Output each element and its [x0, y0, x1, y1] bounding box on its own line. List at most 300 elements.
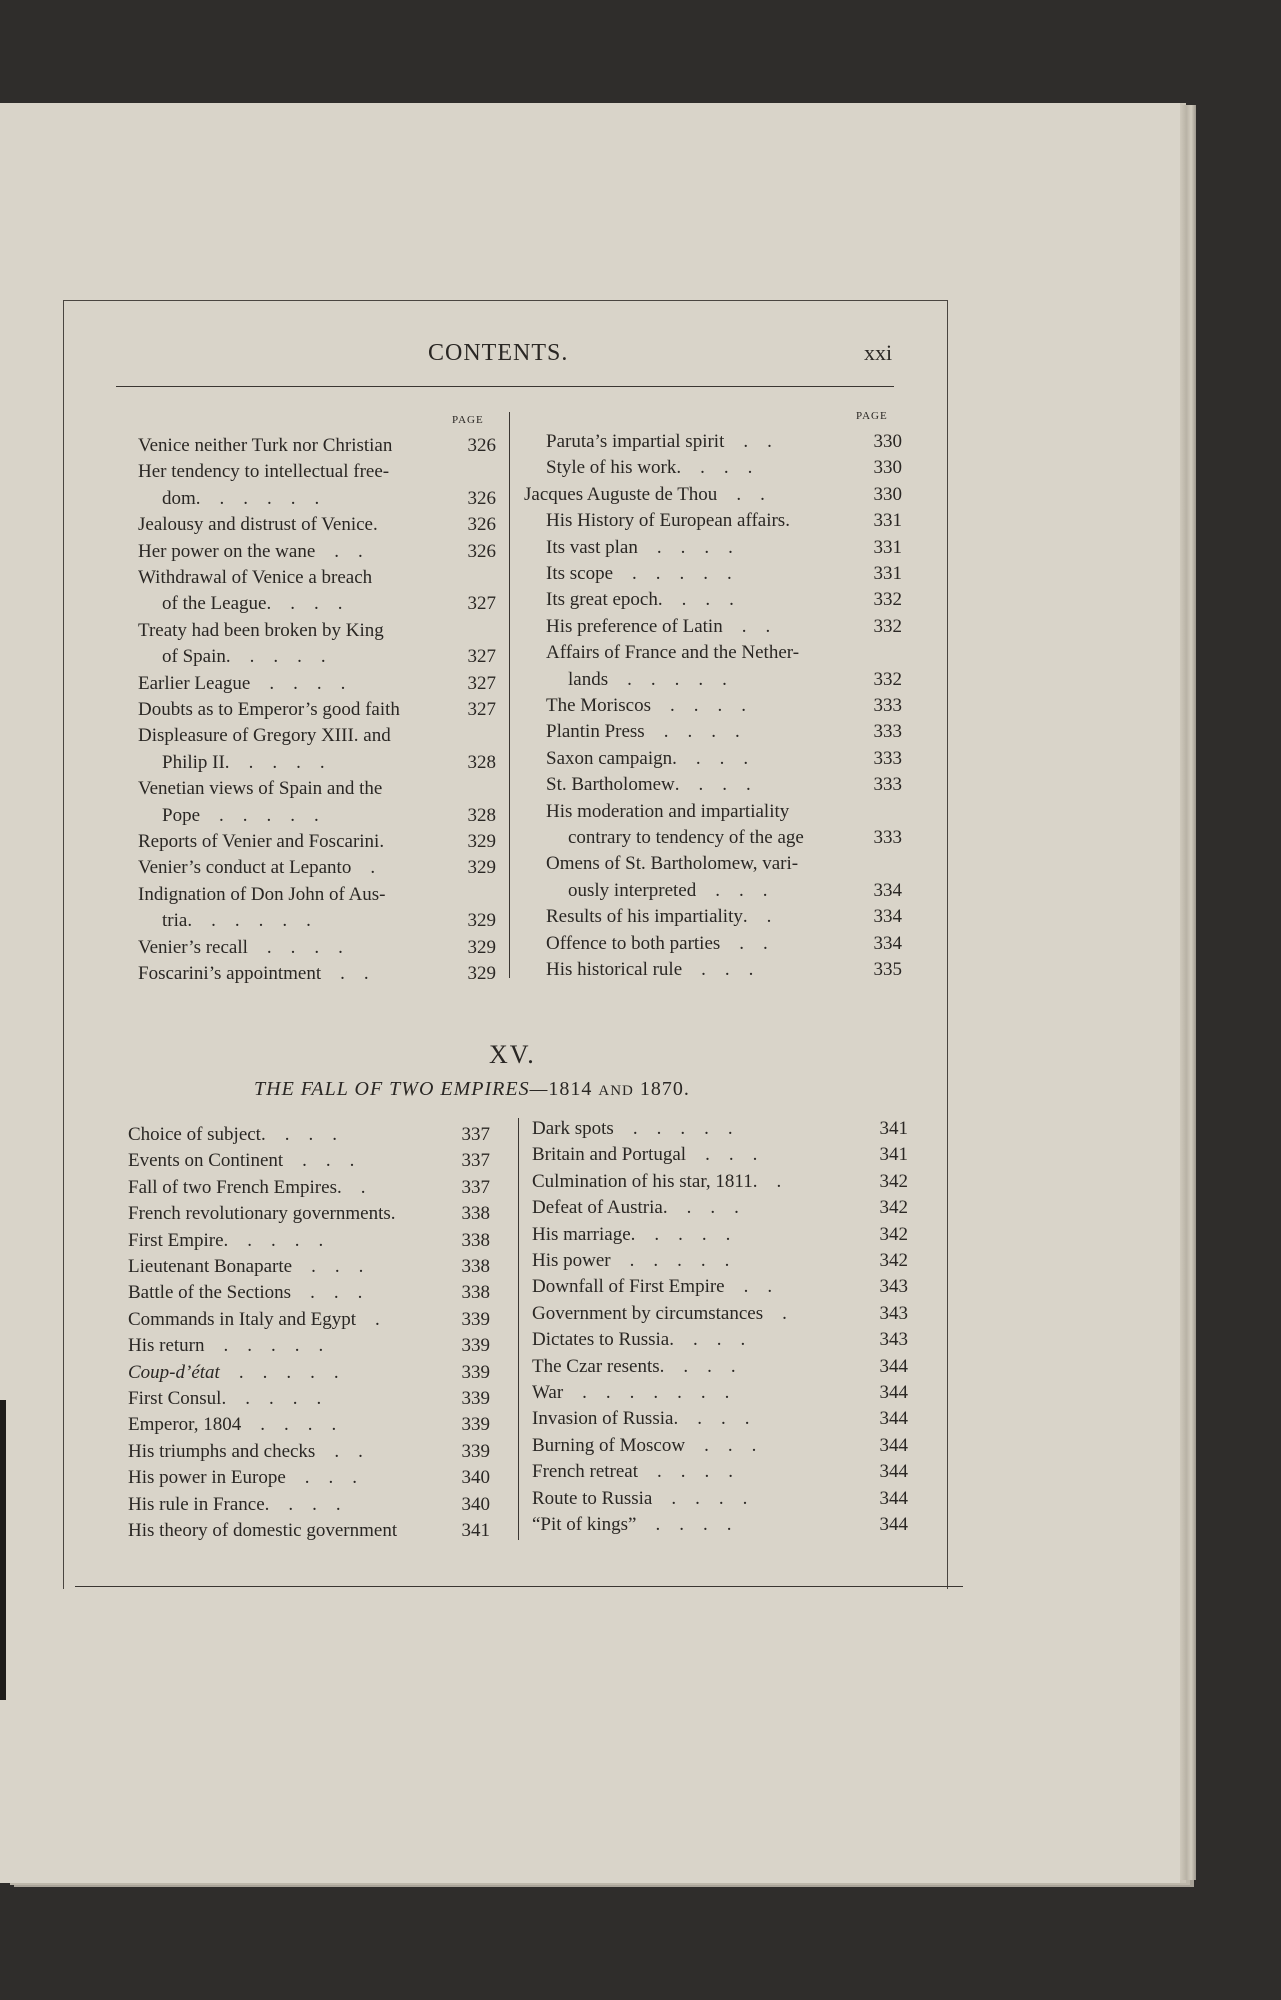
toc-entry [546, 905, 902, 929]
toc-entry-title: Battle of the Sections [128, 1282, 292, 1304]
toc-entry-leader: . . . . . . [187, 910, 311, 932]
toc-entry-leader: . . . . . [610, 1250, 730, 1271]
toc-entry [162, 751, 496, 775]
toc-entry-page: 328 [467, 804, 496, 826]
toc-entry-title: Britain and Portugal [532, 1144, 687, 1166]
toc-entry-page: 340 [461, 1493, 490, 1515]
toc-entry-page: 326 [467, 514, 496, 536]
toc-entry-title: His marriage [532, 1223, 631, 1245]
toc-entry-leader: . . . . . [613, 1118, 733, 1139]
toc-entry-leader: . . . . [644, 721, 740, 743]
section-title [254, 1078, 690, 1101]
toc-entry [128, 1440, 490, 1464]
toc-entry-page: 327 [467, 646, 496, 668]
toc-entry [532, 1487, 908, 1511]
toc-entry-title: contrary to tendency of the age [568, 827, 804, 848]
toc-entry-page: 344 [879, 1514, 908, 1535]
toc-entry [128, 1176, 490, 1200]
toc-entry-page: 340 [461, 1467, 490, 1489]
toc-entry-title: Treaty had been broken by King [138, 619, 384, 641]
toc-entry-title: Venetian views of Spain and the [138, 778, 383, 800]
toc-entry-title: Indignation of Don John of Aus- [138, 883, 386, 905]
toc-entry-leader: . . [722, 615, 771, 637]
toc-entry-leader: . . . . [662, 1197, 739, 1219]
toc-entry-leader: . . . . [672, 747, 749, 769]
toc-entry-title: Paruta’s impartial spirit [546, 431, 725, 452]
toc-entry-title: Emperor, 1804 [128, 1414, 242, 1436]
toc-entry-leader: . . . . [669, 1329, 746, 1351]
toc-entry-leader: . . . . . [225, 646, 326, 668]
toc-entry-page: 326 [467, 487, 496, 509]
toc-entry-leader: . . . [285, 1467, 358, 1489]
toc-entry-title: Venice neither Turk nor Christian [138, 435, 393, 456]
toc-entry [138, 962, 496, 986]
toc-entry-leader: . . . . [250, 672, 346, 694]
toc-entry-title: of Spain [162, 646, 226, 668]
toc-entry-title: Coup-d’état [128, 1361, 220, 1383]
toc-entry-leader: . . . . [229, 751, 325, 773]
toc-entry [532, 1275, 908, 1299]
toc-entry-leader: . . [742, 906, 772, 928]
toc-entry [532, 1355, 908, 1379]
toc-entry-leader [799, 641, 902, 665]
section-title-text: THE FALL OF TWO EMPIRES— [254, 1078, 549, 1100]
toc-entry [138, 698, 496, 722]
toc-entry-title: Offence to both parties [546, 932, 721, 954]
toc-entry [546, 747, 902, 771]
toc-entry-title: The Moriscos [546, 695, 652, 716]
toc-entry-leader [392, 434, 467, 458]
toc-entry-title: His moderation and impartiality [546, 800, 790, 822]
toc-entry-page: 330 [873, 431, 902, 452]
toc-entry-leader [391, 724, 496, 748]
toc-entry-page: 338 [461, 1256, 490, 1277]
frame-bottom-rule [75, 1586, 963, 1587]
toc-entry [546, 536, 902, 560]
toc-entry-title: Reports of Venier and Foscarini [138, 831, 380, 852]
toc-entry-leader: . . . . [264, 1493, 341, 1515]
toc-entry-leader [397, 1519, 461, 1543]
toc-entry-leader: . . . . [266, 593, 343, 615]
toc-entry-title: Its vast plan [546, 536, 638, 558]
toc-entry-leader: . . . [685, 1434, 757, 1456]
page-label-left: PAGE [452, 414, 484, 426]
page-label-right: PAGE [856, 410, 888, 422]
toc-entry-leader [389, 460, 496, 484]
toc-entry-leader: . . . . [676, 457, 753, 479]
toc-entry-page: 343 [879, 1329, 908, 1351]
toc-entry [128, 1123, 490, 1147]
toc-entry [128, 1361, 490, 1385]
toc-entry-leader: . . . [682, 959, 754, 980]
toc-entry-title: First Consul [128, 1388, 222, 1409]
toc-entry [138, 566, 496, 590]
toc-entry-title: Choice of subject [128, 1124, 261, 1145]
toc-entry-page: 327 [467, 593, 496, 615]
toc-entry [128, 1334, 490, 1358]
toc-entry [138, 856, 496, 880]
toc-entry [128, 1308, 490, 1332]
toc-entry-title: His rule in France [128, 1493, 265, 1515]
toc-entry-leader: . . [720, 932, 768, 954]
toc-entry-title: Philip II. [162, 751, 230, 773]
toc-entry-leader [798, 852, 902, 876]
toc-entry-leader: . . . . [652, 1487, 748, 1509]
toc-entry-leader: . . . . [636, 1514, 732, 1535]
toc-entry-leader: . [373, 514, 378, 536]
toc-entry [546, 800, 902, 824]
toc-entry [546, 509, 902, 533]
toc-entry [162, 645, 496, 669]
toc-entry-title: Fall of two French Empires [128, 1176, 337, 1198]
toc-entry-leader: . . [315, 540, 363, 562]
toc-entry-leader: . . . . . [608, 668, 727, 690]
toc-entry [128, 1281, 490, 1305]
page-edges [1180, 105, 1196, 1880]
toc-entry [532, 1434, 908, 1458]
toc-entry-page: 327 [467, 699, 496, 720]
toc-entry-page: 339 [461, 1335, 490, 1357]
toc-entry [568, 826, 902, 850]
toc-entry-leader: . . [724, 1276, 773, 1298]
toc-entry-leader: . . . . [651, 695, 747, 716]
page-shadow [0, 1400, 6, 1700]
toc-entry-page: 341 [461, 1520, 490, 1541]
toc-entry-page: 334 [873, 906, 902, 928]
toc-entry [138, 724, 496, 748]
toc-entry-title: Defeat of Austria [532, 1197, 663, 1219]
toc-entry [532, 1302, 908, 1326]
toc-entry-page: 329 [467, 831, 496, 852]
toc-entry-page: 328 [467, 751, 496, 773]
toc-entry-leader [400, 698, 468, 722]
toc-entry-title: Lieutenant Bonaparte [128, 1256, 293, 1277]
toc-entry-title: St. Bartholomew [546, 774, 675, 796]
toc-entry-title: War [532, 1382, 564, 1403]
toc-entry-leader [386, 883, 496, 907]
toc-entry-leader: . . . [292, 1256, 364, 1277]
toc-entry [532, 1223, 908, 1247]
page-number: xxi [864, 340, 893, 365]
toc-entry-leader [384, 619, 496, 643]
toc-entry [162, 804, 496, 828]
toc-entry-title: Invasion of Russia [532, 1408, 674, 1430]
toc-entry-title: Doubts as to Emperor’s good faith [138, 699, 400, 720]
toc-entry-title: His preference of Latin [546, 615, 723, 637]
toc-entry-leader: . . . . . . [195, 487, 320, 509]
toc-entry [128, 1387, 490, 1411]
toc-entry-title: Culmination of his star, 1811 [532, 1170, 753, 1192]
toc-entry-title: Dark spots [532, 1118, 614, 1139]
toc-entry-title: Burning of Moscow [532, 1434, 686, 1456]
toc-entry-page: 341 [879, 1118, 908, 1139]
toc-entry-leader: . . . . . [200, 804, 319, 826]
page-title: CONTENTS. [428, 340, 569, 366]
toc-entry-leader [789, 800, 902, 824]
toc-entry-leader: . . [315, 1440, 363, 1462]
toc-entry-title: French revolutionary governments [128, 1203, 391, 1225]
toc-entry-title: His return [128, 1335, 205, 1357]
toc-entry-leader [804, 826, 874, 850]
toc-entry [546, 852, 902, 876]
toc-entry-title: Its scope [546, 563, 614, 584]
column-divider-upper [509, 412, 510, 978]
toc-entry [138, 830, 496, 854]
toc-entry-title: His power in Europe [128, 1467, 286, 1489]
toc-entry-title: Her power on the wane [138, 540, 316, 562]
toc-entry-title: Displeasure of Gregory XIII. and [138, 725, 391, 747]
toc-entry-page: 342 [879, 1197, 908, 1219]
toc-entry-title: Its great epoch [546, 589, 658, 611]
toc-entry [162, 487, 496, 511]
toc-entry-page: 337 [461, 1176, 490, 1198]
header-rule [116, 386, 894, 387]
toc-entry [138, 460, 496, 484]
toc-entry-title: His triumphs and checks [128, 1440, 316, 1462]
toc-entry-leader [382, 777, 496, 801]
toc-entry-page: 341 [879, 1144, 908, 1166]
toc-entry-title: Jealousy and distrust of Venice [138, 514, 373, 536]
toc-entry-leader: . . [724, 431, 772, 452]
toc-entry-leader: . . . . . [613, 563, 732, 584]
toc-entry-page: 327 [467, 672, 496, 694]
toc-entry [138, 619, 496, 643]
toc-entry-page: 333 [873, 721, 902, 743]
toc-entry [532, 1407, 908, 1431]
toc-entry [532, 1196, 908, 1220]
toc-entry-leader: . . . . [637, 536, 733, 558]
toc-entry [162, 592, 496, 616]
toc-entry [128, 1466, 490, 1490]
toc-entry [532, 1170, 908, 1194]
toc-entry-title: His theory of domestic government [128, 1520, 398, 1541]
toc-entry-title: “Pit of kings” [532, 1514, 637, 1535]
toc-entry [524, 483, 902, 507]
toc-entry [162, 909, 496, 933]
toc-entry-page: 333 [873, 774, 902, 796]
toc-entry [532, 1143, 908, 1167]
toc-entry-title: lands [568, 668, 609, 690]
toc-entry-leader: . . . [696, 879, 768, 901]
toc-entry-page: 330 [873, 483, 902, 505]
toc-entry-title: Saxon campaign [546, 747, 673, 769]
toc-entry-page: 338 [461, 1203, 490, 1225]
toc-entry [128, 1202, 490, 1226]
toc-entry-page: 337 [461, 1150, 490, 1172]
toc-entry-leader: . . . . [260, 1124, 337, 1145]
toc-entry-leader: . . [717, 483, 765, 505]
toc-entry-leader: . . . . [241, 1414, 337, 1436]
toc-entry [546, 430, 902, 454]
toc-entry-page: 344 [879, 1461, 908, 1483]
toc-entry [568, 879, 902, 903]
toc-entry-leader: . . . . . [630, 1223, 731, 1245]
toc-entry [546, 588, 902, 612]
toc-entry-leader: . . . . . . . [563, 1382, 730, 1403]
toc-entry [138, 777, 496, 801]
toc-entry-page: 332 [873, 589, 902, 611]
toc-entry-title: Affairs of France and the Nether- [546, 642, 800, 664]
toc-entry [138, 540, 496, 564]
toc-entry-title: Route to Russia [532, 1487, 653, 1509]
toc-entry-leader: . . . . . [219, 1361, 339, 1383]
toc-entry-leader: . . . . [674, 774, 751, 796]
toc-entry-title: First Empire [128, 1229, 224, 1251]
toc-entry-page: 344 [879, 1487, 908, 1509]
toc-entry-title: dom [162, 487, 196, 509]
toc-entry-leader: . . . . . [223, 1229, 324, 1251]
toc-entry [138, 434, 496, 458]
toc-entry-page: 333 [873, 695, 902, 716]
toc-entry-title: Plantin Press [546, 721, 645, 743]
toc-entry-leader: . . . . [638, 1461, 734, 1483]
toc-entry-page: 342 [879, 1223, 908, 1245]
toc-entry-page: 344 [879, 1355, 908, 1377]
toc-entry [128, 1413, 490, 1437]
toc-entry [546, 641, 902, 665]
toc-entry-leader: . . . . . [204, 1335, 324, 1357]
section-title-and: AND [598, 1083, 634, 1099]
section-number: XV. [489, 1040, 536, 1069]
toc-entry-leader: . . . . [673, 1408, 750, 1430]
toc-entry-title: Pope [162, 804, 200, 826]
toc-entry [546, 456, 902, 480]
toc-entry-page: 342 [879, 1250, 908, 1271]
toc-entry-title: His power [532, 1250, 611, 1271]
toc-entry-page: 332 [873, 668, 902, 690]
toc-entry [546, 615, 902, 639]
toc-entry-title: Her tendency to intellectual free- [138, 461, 390, 483]
toc-entry-title: Venier’s conduct at Lepanto [138, 857, 352, 879]
toc-entry-page: 329 [467, 936, 496, 958]
toc-entry-title: Venier’s recall [138, 936, 248, 958]
toc-entry-page: 331 [873, 510, 902, 532]
toc-entry-page: 339 [461, 1308, 490, 1330]
toc-entry [546, 958, 902, 982]
toc-entry-leader: . . . . [657, 589, 734, 611]
toc-entry-leader: . . . [283, 1150, 355, 1172]
toc-entry [532, 1460, 908, 1484]
toc-entry-page: 342 [879, 1170, 908, 1192]
toc-entry [128, 1493, 490, 1517]
toc-entry-page: 331 [873, 563, 902, 584]
toc-entry-page: 335 [873, 959, 902, 980]
toc-entry [546, 720, 902, 744]
toc-entry-title: Omens of St. Bartholomew, vari- [546, 853, 799, 875]
toc-entry-leader: . . [336, 1176, 366, 1198]
toc-entry [128, 1229, 490, 1253]
toc-entry-leader: . . [752, 1170, 782, 1192]
toc-entry [546, 562, 902, 586]
toc-entry [128, 1519, 490, 1543]
column-divider-lower [518, 1118, 519, 1540]
section-year-end: 1870. [639, 1078, 690, 1100]
toc-entry [138, 883, 496, 907]
toc-entry [138, 513, 496, 537]
toc-entry-page: 329 [467, 910, 496, 932]
toc-entry [138, 672, 496, 696]
toc-entry-leader: . . . . [247, 936, 343, 958]
toc-entry [532, 1249, 908, 1273]
toc-entry-title: Downfall of First Empire [532, 1276, 725, 1298]
toc-entry-title: tria [162, 910, 188, 932]
toc-entry-page: 344 [879, 1382, 908, 1403]
toc-entry-leader: . . . . [659, 1355, 736, 1377]
toc-entry-page: 338 [461, 1229, 490, 1251]
toc-entry [532, 1513, 908, 1537]
toc-entry-title: The Czar resents [532, 1355, 660, 1377]
toc-entry-title: Dictates to Russia [532, 1329, 670, 1351]
toc-entry-title: His History of European affairs [546, 510, 786, 532]
toc-entry-title: Earlier League [138, 672, 251, 694]
toc-entry-title: Government by circumstances [532, 1302, 764, 1324]
toc-entry-leader: . [351, 857, 376, 879]
toc-entry-page: 343 [879, 1302, 908, 1324]
toc-entry [532, 1328, 908, 1352]
toc-entry [128, 1255, 490, 1279]
toc-entry-page: 339 [461, 1361, 490, 1383]
toc-entry-page: 339 [461, 1414, 490, 1436]
toc-entry-page: 344 [879, 1434, 908, 1456]
toc-entry-page: 338 [461, 1282, 490, 1304]
toc-entry-page: 333 [873, 747, 902, 769]
toc-entry-title: Events on Continent [128, 1150, 284, 1172]
toc-entry-page: 330 [873, 457, 902, 479]
toc-entry [546, 773, 902, 797]
toc-entry-title: Withdrawal of Venice a breach [138, 567, 373, 588]
toc-entry-title: His historical rule [546, 959, 683, 980]
toc-entry-page: 326 [467, 435, 496, 456]
toc-entry-page: 331 [873, 536, 902, 558]
toc-entry-leader: . . . [686, 1144, 758, 1166]
toc-entry-page: 334 [873, 932, 902, 954]
toc-entry-page: 329 [467, 963, 496, 984]
toc-entry-title: Foscarini’s appointment [138, 963, 322, 984]
toc-entry-page: 344 [879, 1408, 908, 1430]
toc-entry [532, 1117, 908, 1141]
toc-entry-page: 332 [873, 615, 902, 637]
toc-entry-page: 339 [461, 1440, 490, 1462]
toc-entry [138, 936, 496, 960]
toc-entry-page: 343 [879, 1276, 908, 1298]
toc-entry-leader [372, 566, 496, 590]
toc-entry-title: French retreat [532, 1461, 639, 1483]
toc-entry-page: 337 [461, 1124, 490, 1145]
toc-entry-title: Jacques Auguste de Thou [524, 483, 718, 505]
toc-entry-page: 334 [873, 879, 902, 901]
toc-entry-leader: . [379, 831, 385, 852]
toc-entry-leader: . . . . . [221, 1388, 322, 1409]
toc-entry-title: of the League [162, 593, 267, 615]
toc-entry [532, 1381, 908, 1405]
toc-entry-page: 329 [467, 857, 496, 879]
toc-entry [546, 694, 902, 718]
toc-entry-title: Results of his impartiality [546, 906, 743, 928]
toc-entry-leader: . [785, 510, 790, 532]
toc-entry-leader: . [390, 1203, 396, 1225]
toc-entry-title: ously interpreted [568, 879, 697, 901]
toc-entry-leader: . [763, 1302, 787, 1324]
toc-entry-page: 333 [873, 827, 902, 848]
toc-entry-leader: . . [321, 963, 369, 984]
toc-entry-page: 326 [467, 540, 496, 562]
toc-entry [546, 932, 902, 956]
toc-entry-page: 339 [461, 1388, 490, 1409]
toc-entry-leader: . [355, 1308, 380, 1330]
toc-entry-leader: . . . [291, 1282, 363, 1304]
toc-entry-title: Commands in Italy and Egypt [128, 1308, 356, 1330]
toc-entry-title: Style of his work [546, 457, 677, 479]
